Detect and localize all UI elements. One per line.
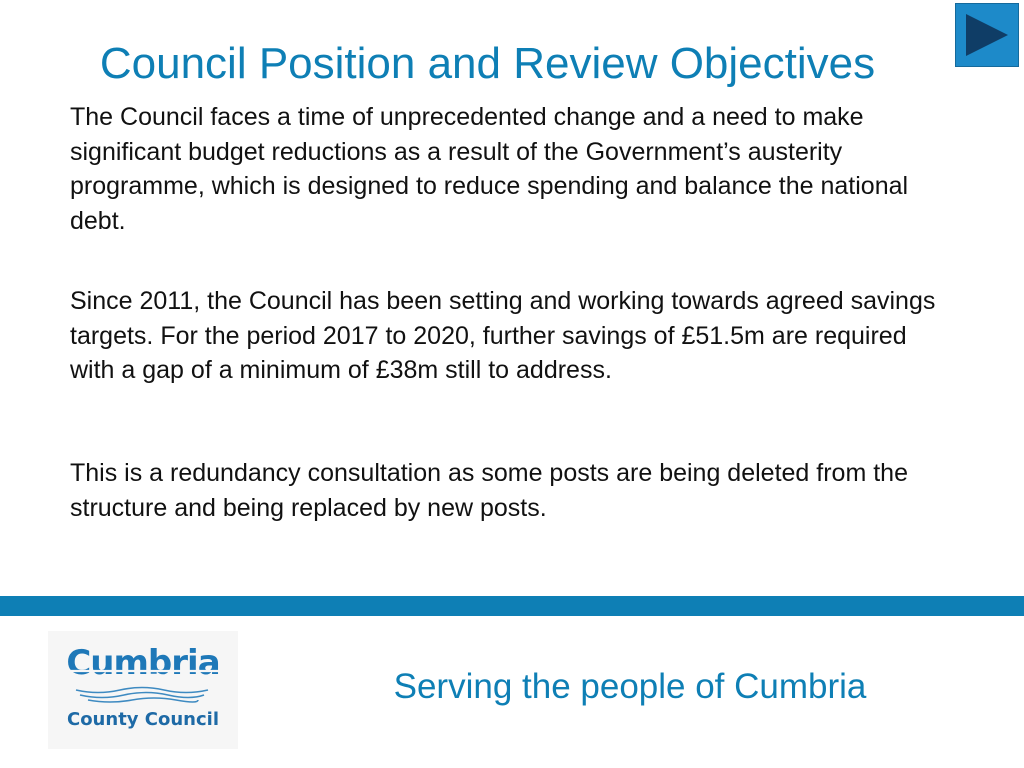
logo-wordmark: Cumbria: [66, 643, 220, 683]
footer-tagline: Serving the people of Cumbria: [393, 667, 867, 706]
paragraph-budget-context: The Council faces a time of unprecedented change and a need to make significant budget reductions as a result of the Government’s austerity programme, which is designed to reduce spending and balance the national debt.: [70, 103, 909, 235]
logo-wave-lines: [58, 657, 228, 703]
cumbria-county-council-logo: [48, 631, 238, 749]
footer-divider-bar: [0, 596, 1024, 616]
next-slide-button[interactable]: [955, 3, 1019, 67]
slide-title: Council Position and Review Objectives: [99, 39, 876, 88]
logo-subtitle: County Council: [66, 709, 220, 730]
play-arrow-icon: [956, 4, 1018, 66]
paragraph-savings-targets: Since 2011, the Council has been setting and working towards agreed savings targets. For the period 2017 to 2020, further savings of £51.5m are required with a gap of a minimum of £38m still to address.: [70, 287, 936, 384]
paragraph-redundancy-consultation: This is a redundancy consultation as some posts are being deleted from the structure and being replaced by new posts.: [70, 459, 908, 522]
